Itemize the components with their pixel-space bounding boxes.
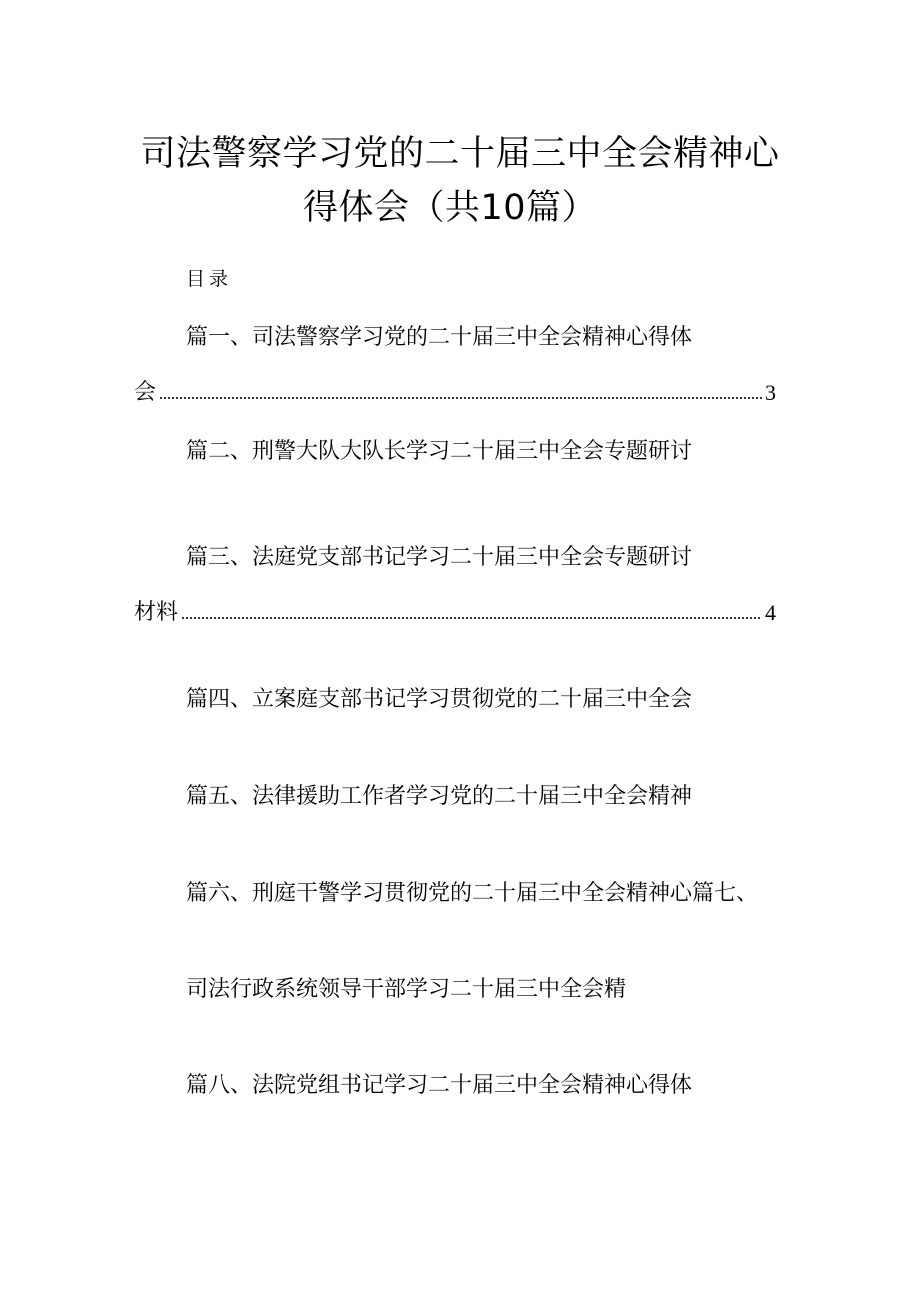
document-title-line-1: 司法警察学习党的二十届三中全会精神心 xyxy=(140,134,780,174)
document-title-line-2: 得体会（共10篇） xyxy=(302,188,598,228)
toc-entry-1-leader xyxy=(134,378,776,408)
toc-entry-5: 篇五、法律援助工作者学习党的二十届三中全会精神 xyxy=(186,784,693,809)
toc-entry-8: 篇八、法院党组书记学习二十届三中全会精神心得体 xyxy=(186,1073,693,1098)
toc-entry-3-leader xyxy=(134,598,776,628)
toc-entry-2: 篇二、刑警大队大队长学习二十届三中全会专题研讨 xyxy=(186,439,693,464)
toc-entry-3-continuation: 材料 xyxy=(134,600,179,625)
toc-entry-3-page-number: 4 xyxy=(765,600,776,625)
toc-entry-7: 司法行政系统领导干部学习二十届三中全会精 xyxy=(186,977,627,1002)
toc-entry-4: 篇四、立案庭支部书记学习贯彻党的二十届三中全会 xyxy=(186,687,693,712)
toc-heading: 目录 xyxy=(186,268,233,290)
dot-leader xyxy=(181,615,762,621)
toc-entry-1: 篇一、司法警察学习党的二十届三中全会精神心得体 xyxy=(186,325,693,350)
toc-entry-1-page-number: 3 xyxy=(765,380,776,405)
toc-entry-3: 篇三、法庭党支部书记学习二十届三中全会专题研讨 xyxy=(186,545,693,570)
toc-entry-1-continuation: 会 xyxy=(134,380,157,405)
toc-entry-6: 篇六、刑庭干警学习贯彻党的二十届三中全会精神心篇七、 xyxy=(186,881,759,906)
dot-leader xyxy=(159,395,762,401)
